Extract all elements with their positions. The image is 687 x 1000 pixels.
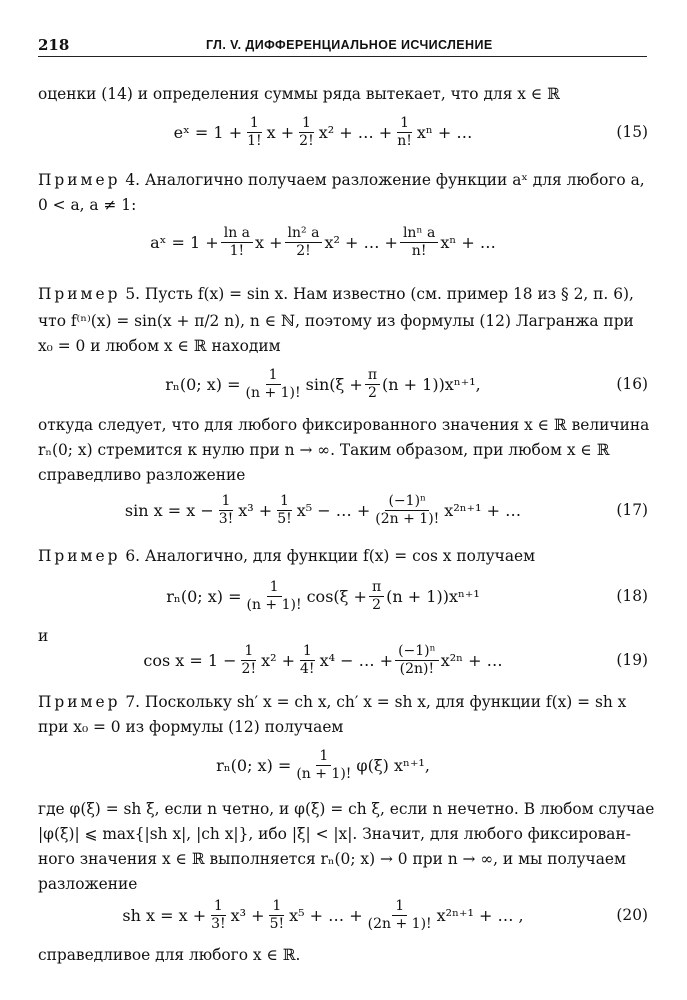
conjunction-and: и (38, 627, 49, 645)
running-header (38, 34, 647, 57)
equation-number: (18) (616, 587, 648, 605)
intro-line: оценки (14) и определения суммы ряда вытекает, что для x ∈ ℝ (38, 85, 560, 103)
example-7-line-1: Пример 7. Поскольку sh′ x = ch x, ch′ x = sh x, для функции f(x) = sh x (38, 693, 627, 711)
example-5-line-1: Пример 5. Пусть f(x) = sin x. Нам известно (см. пример 18 из § 2, п. 6), (38, 285, 634, 303)
example-5-line-2: что f⁽ⁿ⁾(x) = sin(x + π/2 n), n ∈ ℕ, поэтому из формулы (12) Лагранжа при (38, 312, 634, 330)
after-remainder-line-3: ного значения x ∈ ℝ выполняется rₙ(0; x) → 0 при n → ∞, и мы получаем (38, 850, 626, 868)
equation-18: rₙ(0; x) = $\frac{1}{(n + 1)!}$ cos(ξ + $\frac{\pi}{2}$ (n + 1))xⁿ⁺¹ (18) (166, 578, 648, 613)
equation-16: rₙ(0; x) = $\frac{1}{(n + 1)!}$ sin(ξ + $\frac{\pi}{2}$ (n + 1))xⁿ⁺¹, (16) (165, 366, 648, 401)
equation-number: (17) (616, 501, 648, 519)
equation-17: sin x = x − $\frac{1}{3!}$ x³ + $\frac{1}{5!}$ x⁵ − … + $\frac{\text{(−1)ⁿ}}{(2n + 1)!}$ x²ⁿ⁺¹ + … (17) (124, 492, 648, 527)
equation-ax: aˣ = 1 + $\frac{\text{ln a}}{1!}$ x + $\frac{\text{ln² a}}{2!}$ x² + … + $\frac{\text{lnⁿ a}}{n!}$ xⁿ + … (150, 224, 496, 259)
example-6-line-1: Пример 6. Аналогично, для функции f(x) = cos x получаем (38, 547, 536, 565)
after-remainder-line-1: где φ(ξ) = sh ξ, если n четно, и φ(ξ) = ch ξ, если n нечетно. В любом случае (38, 800, 655, 818)
after-remainder-line-4: разложение (38, 875, 138, 893)
example-4-line-2: 0 < a, a ≠ 1: (38, 196, 137, 214)
example-4-line-1: Пример 4. Аналогично получаем разложение функции aˣ для любого a, (38, 171, 645, 189)
equation-number: (20) (616, 906, 648, 924)
equation-number: (15) (616, 123, 648, 141)
equation-20: sh x = x + $\frac{1}{3!}$ x³ + $\frac{1}{5!}$ x⁵ + … + $\frac{1}{(2n + 1)!}$ x²ⁿ⁺¹ + … , (20) (122, 897, 648, 932)
equation-sh-remainder: rₙ(0; x) = $\frac{1}{(n + 1)!}$ φ(ξ) xⁿ⁺¹, (216, 747, 430, 782)
example-7-line-2: при x₀ = 0 из формулы (12) получаем (38, 718, 344, 736)
equation-number: (19) (616, 651, 648, 669)
running-head-title: ГЛ. V. ДИФФЕРЕНЦИАЛЬНОЕ ИСЧИСЛЕНИЕ (206, 38, 493, 52)
example-5-line-3: x₀ = 0 и любом x ∈ ℝ находим (38, 337, 281, 355)
after-16-line-3: справедливо разложение (38, 466, 246, 484)
after-16-line-1: откуда следует, что для любого фиксированного значения x ∈ ℝ величина (38, 416, 650, 434)
after-remainder-line-2: |φ(ξ)| ⩽ max{|sh x|, |ch x|}, ибо |ξ| < |x|. Значит, для любого фиксирован- (38, 825, 631, 843)
after-16-line-2: rₙ(0; x) стремится к нулю при n → ∞. Таким образом, при любом x ∈ ℝ (38, 441, 610, 459)
final-line: справедливое для любого x ∈ ℝ. (38, 946, 301, 964)
equation-number: (16) (616, 375, 648, 393)
equation-15: eˣ = 1 + $\frac{1}{1!}$ x + $\frac{1}{2!}$ x² + … + $\frac{1}{n!}$ xⁿ + … (15) (173, 114, 648, 149)
equation-19: cos x = 1 − $\frac{1}{2!}$ x² + $\frac{1}{4!}$ x⁴ − … + $\frac{\text{(−1)ⁿ}}{(2n)!}$ x²ⁿ + … (19) (143, 642, 648, 677)
page-number: 218 (38, 36, 70, 54)
